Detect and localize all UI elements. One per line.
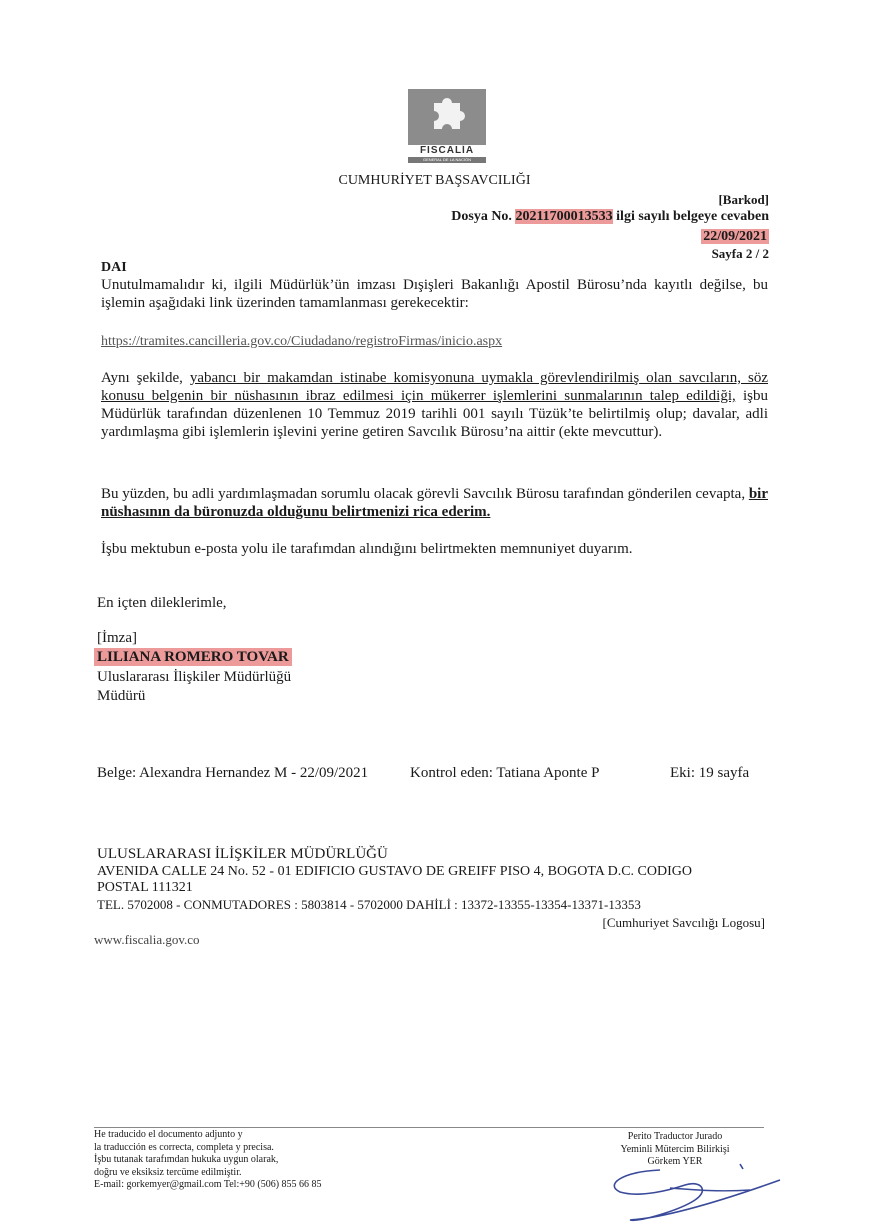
paragraph-email: İşbu mektubun e-posta yolu ile tarafımdan alındığını belirtmekten memnuniyet duyarım. <box>101 541 633 557</box>
translator-contact: E-mail: gorkemyer@gmail.com Tel:+90 (506) 855 66 85 <box>94 1179 322 1190</box>
address-line-1: AVENIDA CALLE 24 No. 52 - 01 EDIFICIO GUSTAVO DE GREIFF PISO 4, BOGOTA D.C. CODIGO <box>97 864 692 879</box>
prepared-by: Belge: Alexandra Hernandez M - 22/09/2021 <box>97 765 369 781</box>
registry-link[interactable] <box>101 333 502 350</box>
handwritten-signature <box>600 1160 800 1230</box>
p2-lead: Aynı şekilde, <box>101 370 190 386</box>
signer-role: Müdürü <box>97 688 146 704</box>
checked-by: Kontrol eden: Tatiana Aponte P <box>410 765 600 781</box>
paragraph-request <box>101 485 768 521</box>
p2-rest: işbu Müdürlük tarafından düzenlenen 10 Temmuz 2019 tarihli 001 sayılı Tüzük’te belirtilmiş olup; davalar, adli yardımlaşma gibi işlemlerin işlevini yerine getiren Savcılık Bürosu’na aittir (ekte mevcuttur). <box>101 388 768 440</box>
office-name: ULUSLARARASI İLİŞKİLER MÜDÜRLÜĞÜ <box>97 846 388 862</box>
telephone-line: TEL. 5702008 - CONMUTADORES : 5803814 - 5702000 DAHİLİ : 13372-13355-13354-13371-13353 <box>97 897 641 912</box>
paragraph-regulation <box>101 369 768 441</box>
statement-line: la traducción es correcta, completa y precisa. <box>94 1141 274 1153</box>
signature-placeholder: [İmza] <box>97 630 137 646</box>
institution-name: CUMHURİYET BAŞSAVCILIĞI <box>338 173 531 188</box>
page-number: Sayfa 2 / 2 <box>711 246 769 261</box>
paragraph-apostille: Unutulmamalıdır ki, ilgili Müdürlük’ün imzası Dışişleri Bakanlığı Apostil Bürosu’nda kayıtlı değilse, bu işlemin aşağıdaki link üzerinden tamamlanması gerekecektir: <box>101 277 768 311</box>
signer-name <box>94 648 292 666</box>
translator-name: Görkem YER <box>647 1156 703 1167</box>
statement-line: İşbu tutanak tarafımdan hukuka uygun olarak, <box>94 1154 279 1165</box>
footer-divider <box>94 1127 764 1128</box>
statement-line: doğru ve eksiksiz tercüme edilmiştir. <box>94 1166 242 1178</box>
file-number: 20211700013533 <box>515 209 613 224</box>
p3-emphasis: bir nüshasının da büronuzda olduğunu belirtmenizi rica ederim. <box>101 486 768 520</box>
puzzle-logo-icon <box>408 89 486 145</box>
reply-date <box>701 228 769 245</box>
p2-underlined: yabancı bir makamdan istinabe komisyonuna uymakla görevlendirilmiş olan savcıların, söz konusu belgenin bir nüshasının ibraz edilmesi için mükerrer işlemlerini sunmalarının talep edildiği, <box>101 370 768 404</box>
translator-statement <box>94 1129 322 1192</box>
registry-link-text[interactable]: https://tramites.cancilleria.gov.co/Ciudadano/registroFirmas/inicio.aspx <box>101 334 503 349</box>
logo-note: [Cumhuriyet Savcılığı Logosu] <box>602 915 765 930</box>
file-suffix: ilgi sayılı belgeye cevaben <box>616 209 769 224</box>
translator-title-es: Perito Traductor Jurado <box>627 1131 723 1142</box>
website[interactable]: www.fiscalia.gov.co <box>94 932 200 947</box>
file-reference <box>451 208 769 225</box>
address-line-2: POSTAL 111321 <box>97 880 193 895</box>
dai-label: DAI <box>101 260 127 275</box>
signer-name-text: LILIANA ROMERO TOVAR <box>94 648 292 666</box>
logo-sub-text: GENERAL DE LA NACIÓN <box>408 157 486 163</box>
attachments: Eki: 19 sayfa <box>670 765 750 781</box>
closing: En içten dileklerimle, <box>97 595 227 611</box>
barcode-note: [Barkod] <box>718 192 769 207</box>
signer-title: Uluslararası İlişkiler Müdürlüğü <box>97 669 292 685</box>
logo-band-text: FISCALÍA <box>408 145 486 157</box>
statement-line: He traducido el documento adjunto y <box>94 1129 243 1140</box>
translator-title-tr: Yeminli Mütercim Bilirkişi <box>620 1143 730 1155</box>
date-value: 22/09/2021 <box>703 229 767 244</box>
file-prefix: Dosya No. <box>451 209 512 224</box>
fiscalia-logo <box>408 89 486 165</box>
p3-lead: Bu yüzden, bu adli yardımlaşmadan sorumlu olacak görevli Savcılık Bürosu tarafından gönderilen cevapta, <box>101 486 749 502</box>
